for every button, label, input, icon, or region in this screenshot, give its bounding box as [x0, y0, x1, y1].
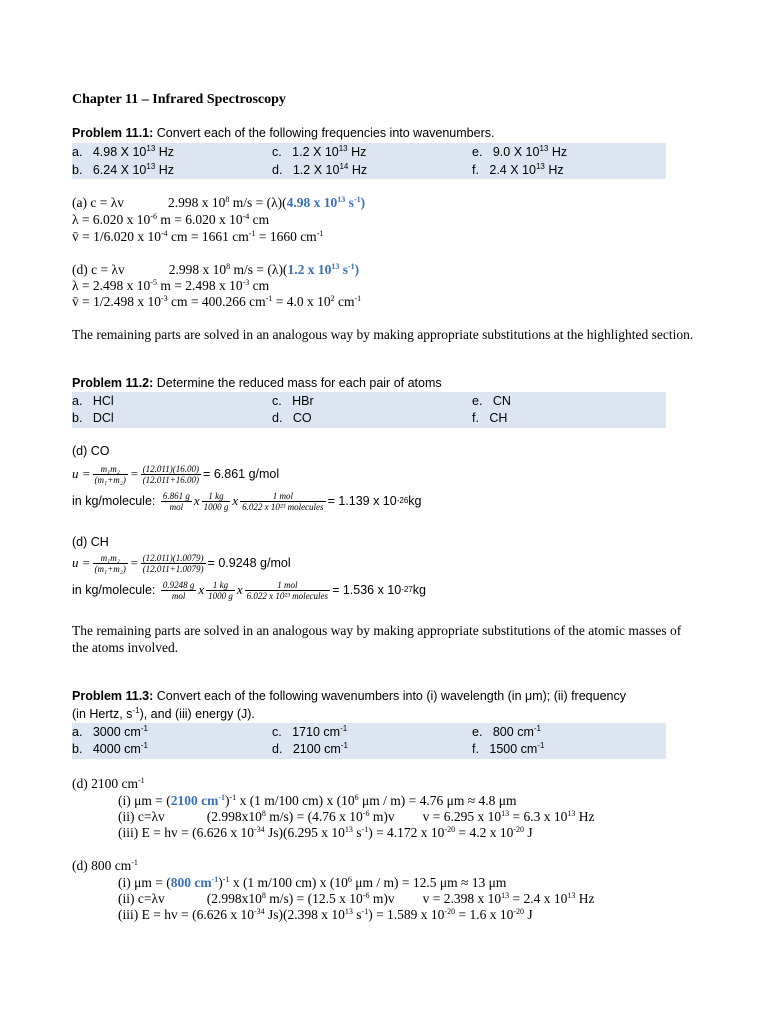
remark-11-1: The remaining parts are solved in an analogous way by making appropriate substitutions at the highlighted section.	[72, 327, 694, 342]
options-row-band	[72, 723, 666, 741]
option-d: d. CO	[272, 411, 312, 425]
highlighted-value: 4.98 x $10^{13}$ $s^{-1}$	[286, 195, 361, 210]
problem-text: Determine the reduced mass for each pair of atoms	[153, 376, 442, 390]
option-e: e. 9.0 X $10^{13}$ Hz	[472, 144, 568, 159]
remark-11-2: The remaining parts are solved in an analogous way by making appropriate substitutions of the atomic masses of the atoms involved.	[72, 623, 682, 655]
option-f: f. 1500 $cm^{-1}$	[472, 741, 545, 756]
problem-label: Problem 11.1:	[72, 126, 154, 140]
ch-title: (d) CH	[72, 535, 109, 549]
co-kg-per-molecule: in kg/molecule: $\frac{6.861 g}{\text{mol}}$ x $\frac{1 kg}{1000 g}$ x $\frac{\text{1 mol}}{\text{6.022 x 10²³ molecules}}$ = 1.139 x 10 -26 kg	[72, 490, 422, 512]
solution-d-line-3: v̄ = 1/2.498 x $10^{-3}$ cm = 400.266 $cm^{-1} = 4.0$ x $10^2$ $cm^{-1}$	[72, 294, 362, 309]
problem-11-2-heading	[72, 376, 442, 390]
d-2100-title: (d) 2100 $cm^{-1}$	[72, 776, 145, 791]
option-f: f. CH	[472, 411, 508, 425]
problem-11-3-heading-cont: (in Hertz, $s^{-1}$), and (iii) energy (J).	[72, 706, 255, 721]
option-d: d. 2100 $cm^{-1}$	[272, 741, 348, 756]
solution-a-line-1: (a) c = λv 2.998 x $10^8$ m/s = (λ)(4.98 x $10^{13}$ $s^{-1}$)	[72, 195, 366, 210]
ch-reduced-mass-equation: u = $\frac{\text{m₁m₂}}{\text{(m₁+m₂)}}$ = $\frac{(12.011)(1.0079)}{(12.011+1.0079)}$ = 0.9248 g/mol	[72, 552, 291, 574]
highlighted-value: 2100 $cm^{-1}$	[170, 793, 226, 808]
option-e: e. 800 $cm^{-1}$	[472, 724, 541, 739]
solution-d-line-1: (d) c = λv 2.998 x $10^8$ m/s = (λ)(1.2 x $10^{13}$ $s^{-1}$)	[72, 262, 360, 277]
highlighted-value: 1.2 x $10^{13}$ $s^{-1}$	[287, 262, 355, 277]
problem-text: Convert each of the following wavenumbers into (i) wavelength (in μm); (ii) frequency	[153, 689, 626, 703]
option-a: a. 3000 $cm^{-1}$	[72, 724, 148, 739]
d-2100-part-ii: (ii) c=λv ($2.998x10^8$ m/s) = (4.76 x $10^{-6}$ m)v v = 6.295 x $10^{13} = 6.3$ x $10^{13}$ Hz	[118, 809, 595, 824]
solution-a-line-3: v̄ = 1/6.020 x $10^{-4}$ cm = 1661 $cm^{-1} = 1660$ $cm^{-1}$	[72, 229, 324, 244]
highlighted-value: 800 $cm^{-1}$	[170, 875, 219, 890]
option-d: d. 1.2 X $10^{14}$ Hz	[272, 162, 368, 177]
option-c: c. HBr	[272, 394, 314, 408]
d-800-part-i: (i) μm = (800 $cm^{-1})^{-1}$ x (1 m/100 cm) x ($10^6$ μm / m) = 12.5 μm ≈ 13 μm	[118, 875, 507, 890]
option-a: a. 4.98 X $10^{13}$ Hz	[72, 144, 175, 159]
problem-11-3-heading	[72, 689, 626, 703]
option-c: c. 1.2 X $10^{13}$ Hz	[272, 144, 367, 159]
problem-text: Convert each of the following frequencies into wavenumbers.	[153, 126, 495, 140]
options-row-band	[72, 410, 666, 428]
solution-d-line-2: λ = 2.498 x $10^{-5}$ m = 2.498 x $10^{-3}$ cm	[72, 278, 270, 293]
solution-a-line-2: λ = 6.020 x $10^{-6}$ m = 6.020 x $10^{-4}$ cm	[72, 212, 270, 227]
d-800-title: (d) 800 $cm^{-1}$	[72, 858, 138, 873]
d-800-part-ii: (ii) c=λv ($2.998x10^8$ m/s) = (12.5 x $10^{-6}$ m)v v = 2.398 x $10^{13} = 2.4$ x $10^{13}$ Hz	[118, 891, 595, 906]
problem-11-1-heading	[72, 126, 494, 140]
co-reduced-mass-equation: u = $\frac{\text{m₁m₂}}{\text{(m₁+m₂)}}$ = $\frac{(12.011)(16.00)}{(12.011+16.00)}$ = 6.861 g/mol	[72, 463, 280, 485]
d-2100-part-iii: (iii) E = hv = (6.626 x $10^{-34}$ Js)(6.295 x $10^{13}$ $s^{-1}) = 4.172$ x $10^{-20} = 4.2$ x $10^{-20}$ J	[118, 825, 533, 840]
ch-kg-per-molecule: in kg/molecule: $\frac{0.9248 g}{\text{mol}}$ x $\frac{1 kg}{1000 g}$ x $\frac{\text{1 mol}}{\text{6.022 x 10²³ molecules}}$ = 1.536 x 10 -27 kg	[72, 579, 426, 601]
d-800-part-iii: (iii) E = hv = (6.626 x $10^{-34}$ Js)(2.398 x $10^{13}$ $s^{-1}) = 1.589$ x $10^{-20} = 1.6$ x $10^{-20}$ J	[118, 907, 533, 922]
option-e: e. CN	[472, 394, 511, 408]
options-row-band	[72, 392, 666, 410]
option-c: c. 1710 $cm^{-1}$	[272, 724, 348, 739]
d-2100-part-i: (i) μm = (2100 $cm^{-1})^{-1}$ x (1 m/100 cm) x ($10^6$ μm / m) = 4.76 μm ≈ 4.8 μm	[118, 793, 517, 808]
option-a: a. HCl	[72, 394, 114, 408]
co-title: (d) CO	[72, 444, 110, 458]
chapter-title: Chapter 11 – Infrared Spectroscopy	[72, 92, 286, 107]
problem-label: Problem 11.2:	[72, 376, 154, 390]
option-b: b. 6.24 X $10^{13}$ Hz	[72, 162, 175, 177]
option-b: b. 4000 $cm^{-1}$	[72, 741, 148, 756]
problem-label: Problem 11.3:	[72, 689, 154, 703]
options-row-band	[72, 741, 666, 759]
option-b: b. DCl	[72, 411, 114, 425]
option-f: f. 2.4 X $10^{13}$ Hz	[472, 162, 564, 177]
